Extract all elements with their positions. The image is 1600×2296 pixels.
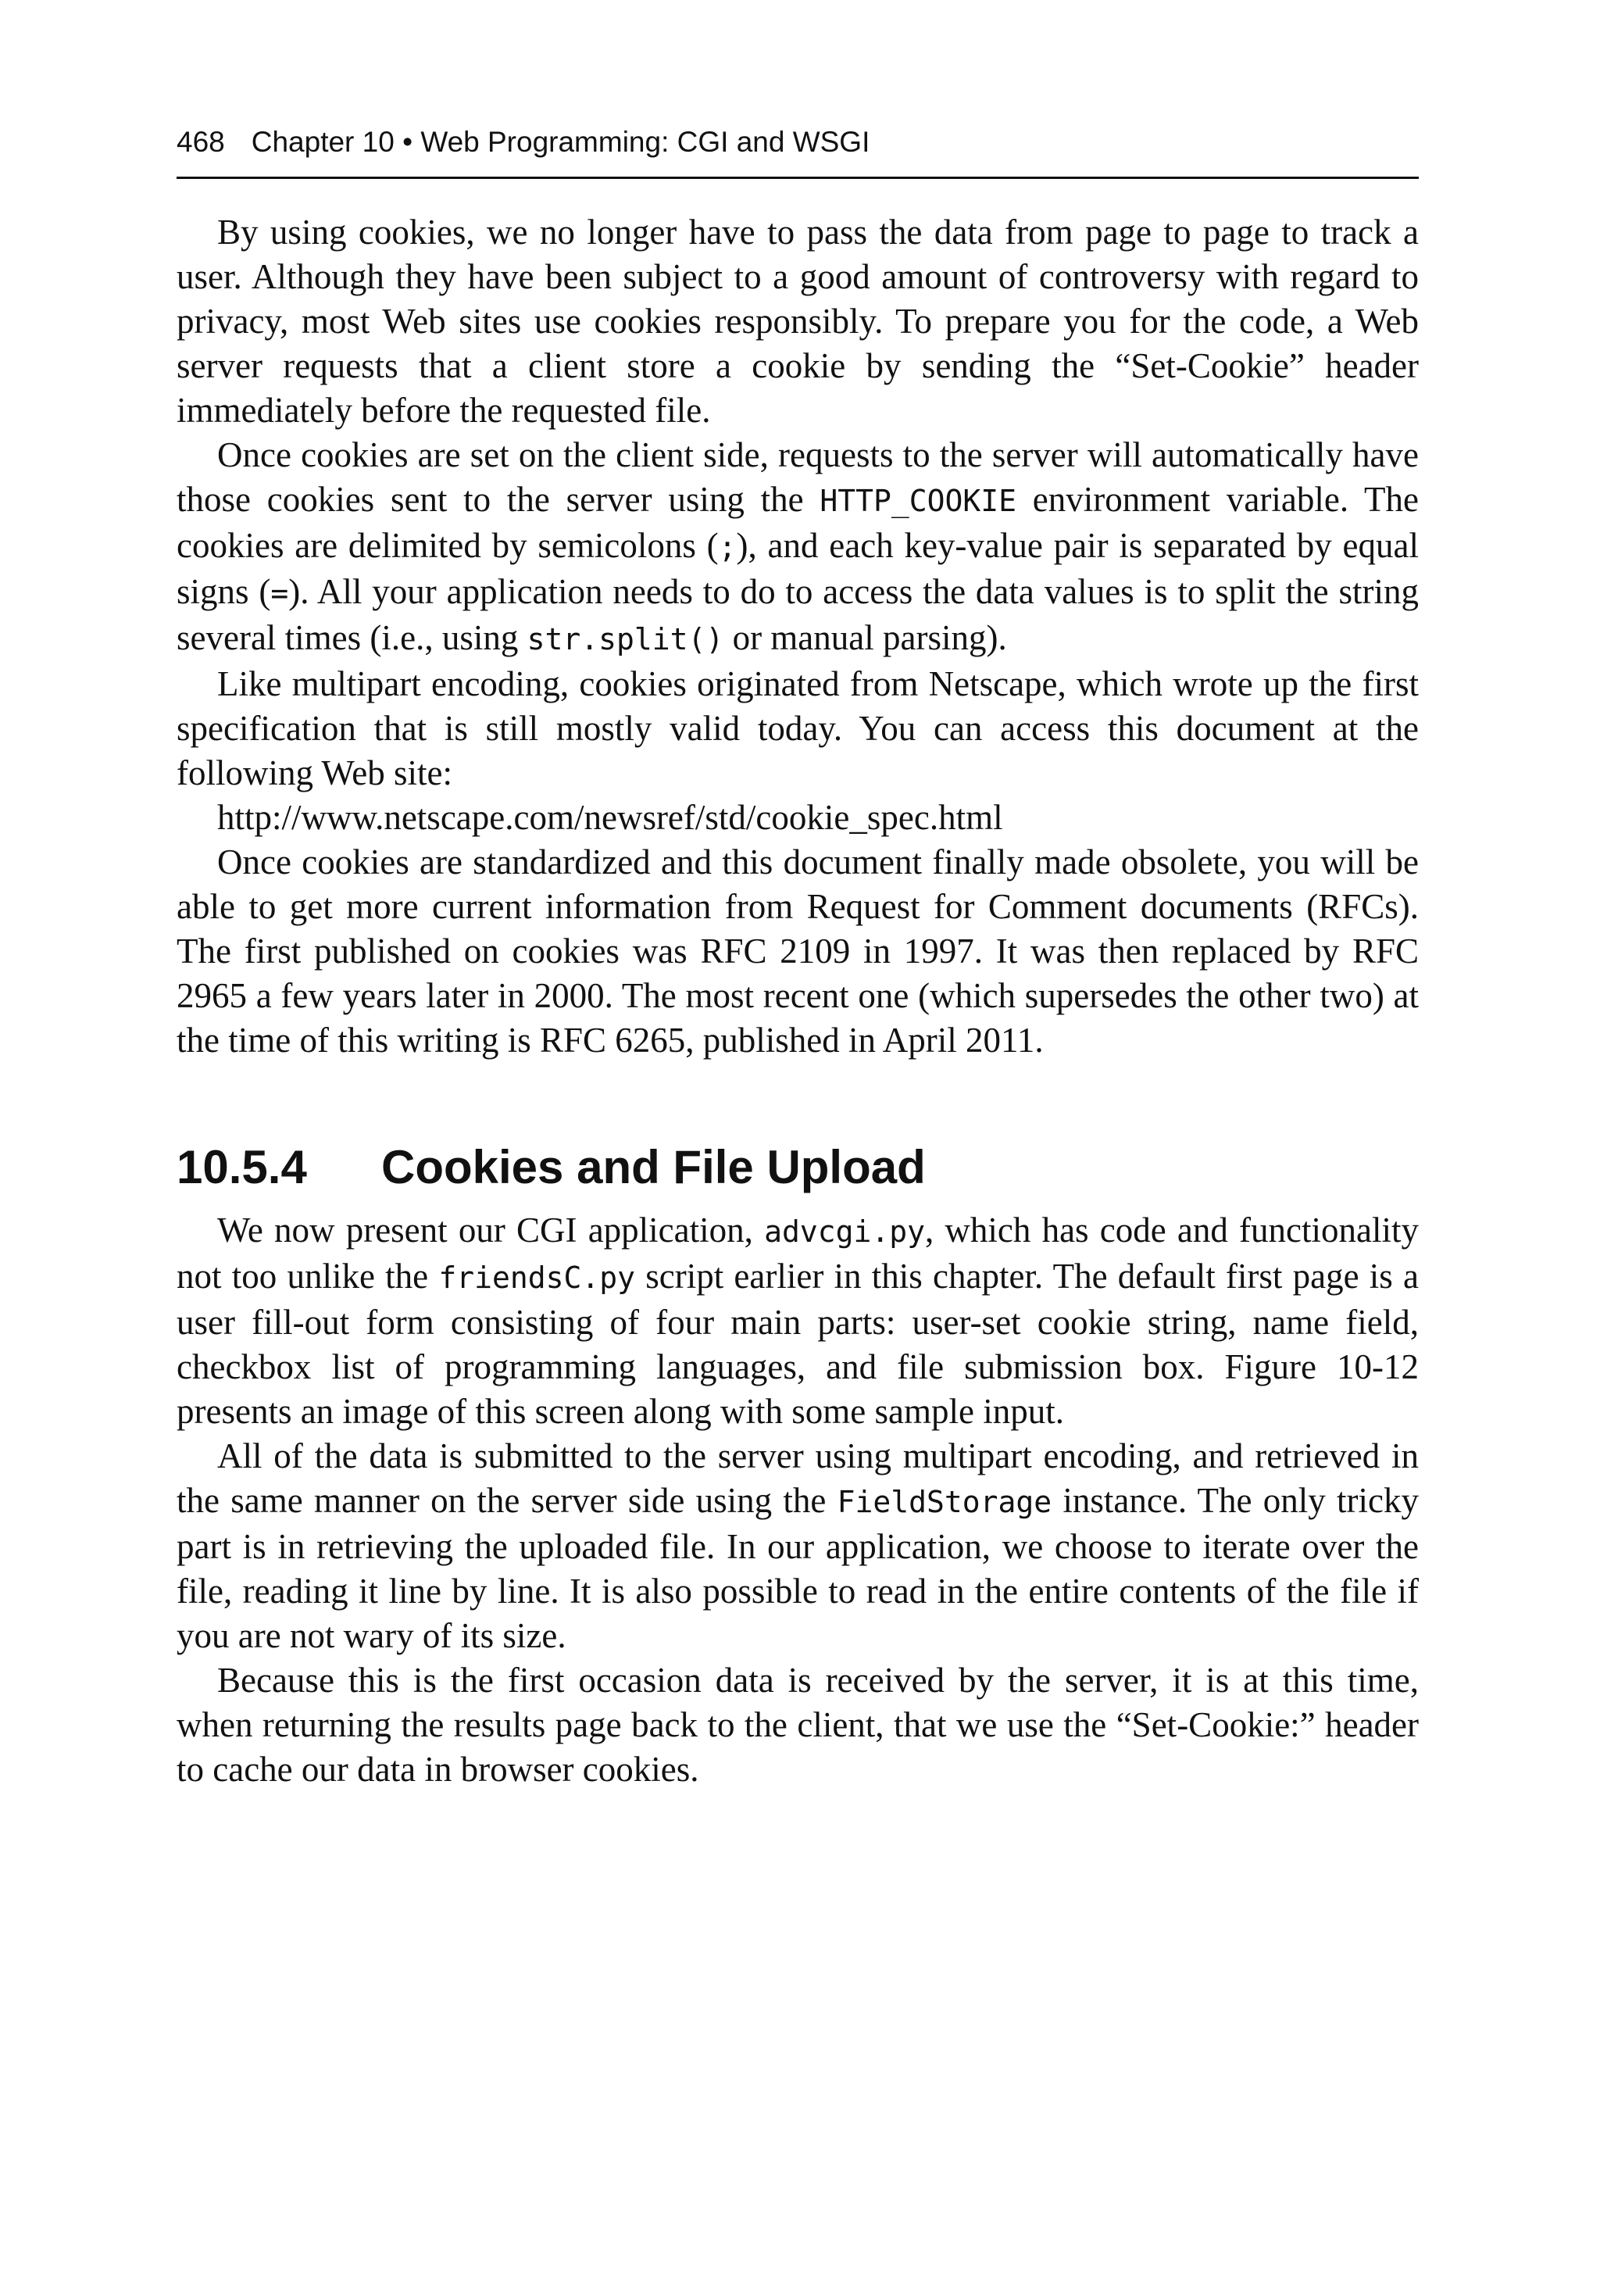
paragraph: Like multipart encoding, cookies originated from Netscape, which wrote up the first specification that is still mostly valid today. You can access this document at the following Web site: <box>177 664 1419 792</box>
text-span: We now present our CGI application, <box>217 1211 765 1250</box>
body-text <box>177 210 1419 1792</box>
inline-code: FieldStorage <box>837 1485 1052 1519</box>
page-number: 468 <box>177 126 225 158</box>
text-span: or manual parsing). <box>723 618 1007 657</box>
inline-code: ; <box>718 530 737 564</box>
inline-code: str.split() <box>527 622 724 656</box>
paragraph: Because this is the first occasion data is received by the server, it is at this time, when returning the results page back to the client, that we use the “Set-Cookie:” header to cache our data in browser cookies. <box>177 1661 1419 1789</box>
inline-code: = <box>270 576 289 610</box>
text-span: environment variable. The cookies are delimited by semicolons ( <box>177 480 1419 565</box>
chapter-title: Chapter 10 • Web Programming: CGI and WSGI <box>251 126 870 158</box>
section-number: 10.5.4 <box>177 1141 307 1193</box>
paragraph <box>177 1434 1419 1658</box>
inline-code: friendsC.py <box>438 1261 636 1295</box>
paragraph: Once cookies are standardized and this document finally made obsolete, you will be able to get more current information from Request for Comment documents (RFCs). The first published on cookies was RFC 2109 in 1997. It was then replaced by RFC 2965 a few years later in 2000. The most recent one (which supersedes the other two) at the time of this writing is RFC 6265, published in April 2011. <box>177 842 1419 1060</box>
text-span: All of the data is submitted to the server using multipart encoding, and retrieved in the same manner on the server side using the <box>177 1436 1419 1520</box>
paragraph: By using cookies, we no longer have to pass the data from page to page to track a user. Although they have been subject to a good amount of controversy with regard to privacy, most Web sites use cookies responsibly. To prepare you for the code, a Web server requests that a client store a cookie by sending the “Set-Cookie” header immediately before the requested file. <box>177 213 1419 430</box>
text-span: instance. The only tricky part is in retrieving the uploaded file. In our application, we choose to iterate over the file, reading it line by line. It is also possible to read in the entire contents of the file if you are not wary of its size. <box>177 1481 1419 1655</box>
text-span: ), and each key-value pair is separated by equal signs ( <box>177 526 1419 611</box>
inline-code: advcgi.py <box>764 1214 925 1249</box>
paragraph <box>177 1208 1419 1434</box>
section-title: Cookies and File Upload <box>381 1141 926 1193</box>
section-heading <box>177 1136 1419 1199</box>
text-span: script earlier in this chapter. The default first page is a user fill-out form consisting of four main parts: user-set cookie string, name field, checkbox list of programming languages, and file submission box. Figure 10-12 presents an image of this screen along with some sample input. <box>177 1257 1419 1431</box>
paragraph <box>177 433 1419 662</box>
text-span: Once cookies are set on the client side, requests to the server will automatically have those cookies sent to the server using the <box>177 435 1419 519</box>
inline-code: HTTP_COOKIE <box>820 484 1016 518</box>
book-page <box>177 117 1419 1792</box>
text-span: ). All your application needs to do to access the data values is to split the string several times (i.e., using <box>177 572 1419 657</box>
running-header <box>177 117 1419 179</box>
text-span: , which has code and functionality not too unlike the <box>177 1211 1419 1296</box>
url-line: http://www.netscape.com/newsref/std/cookie_spec.html <box>217 798 1003 837</box>
